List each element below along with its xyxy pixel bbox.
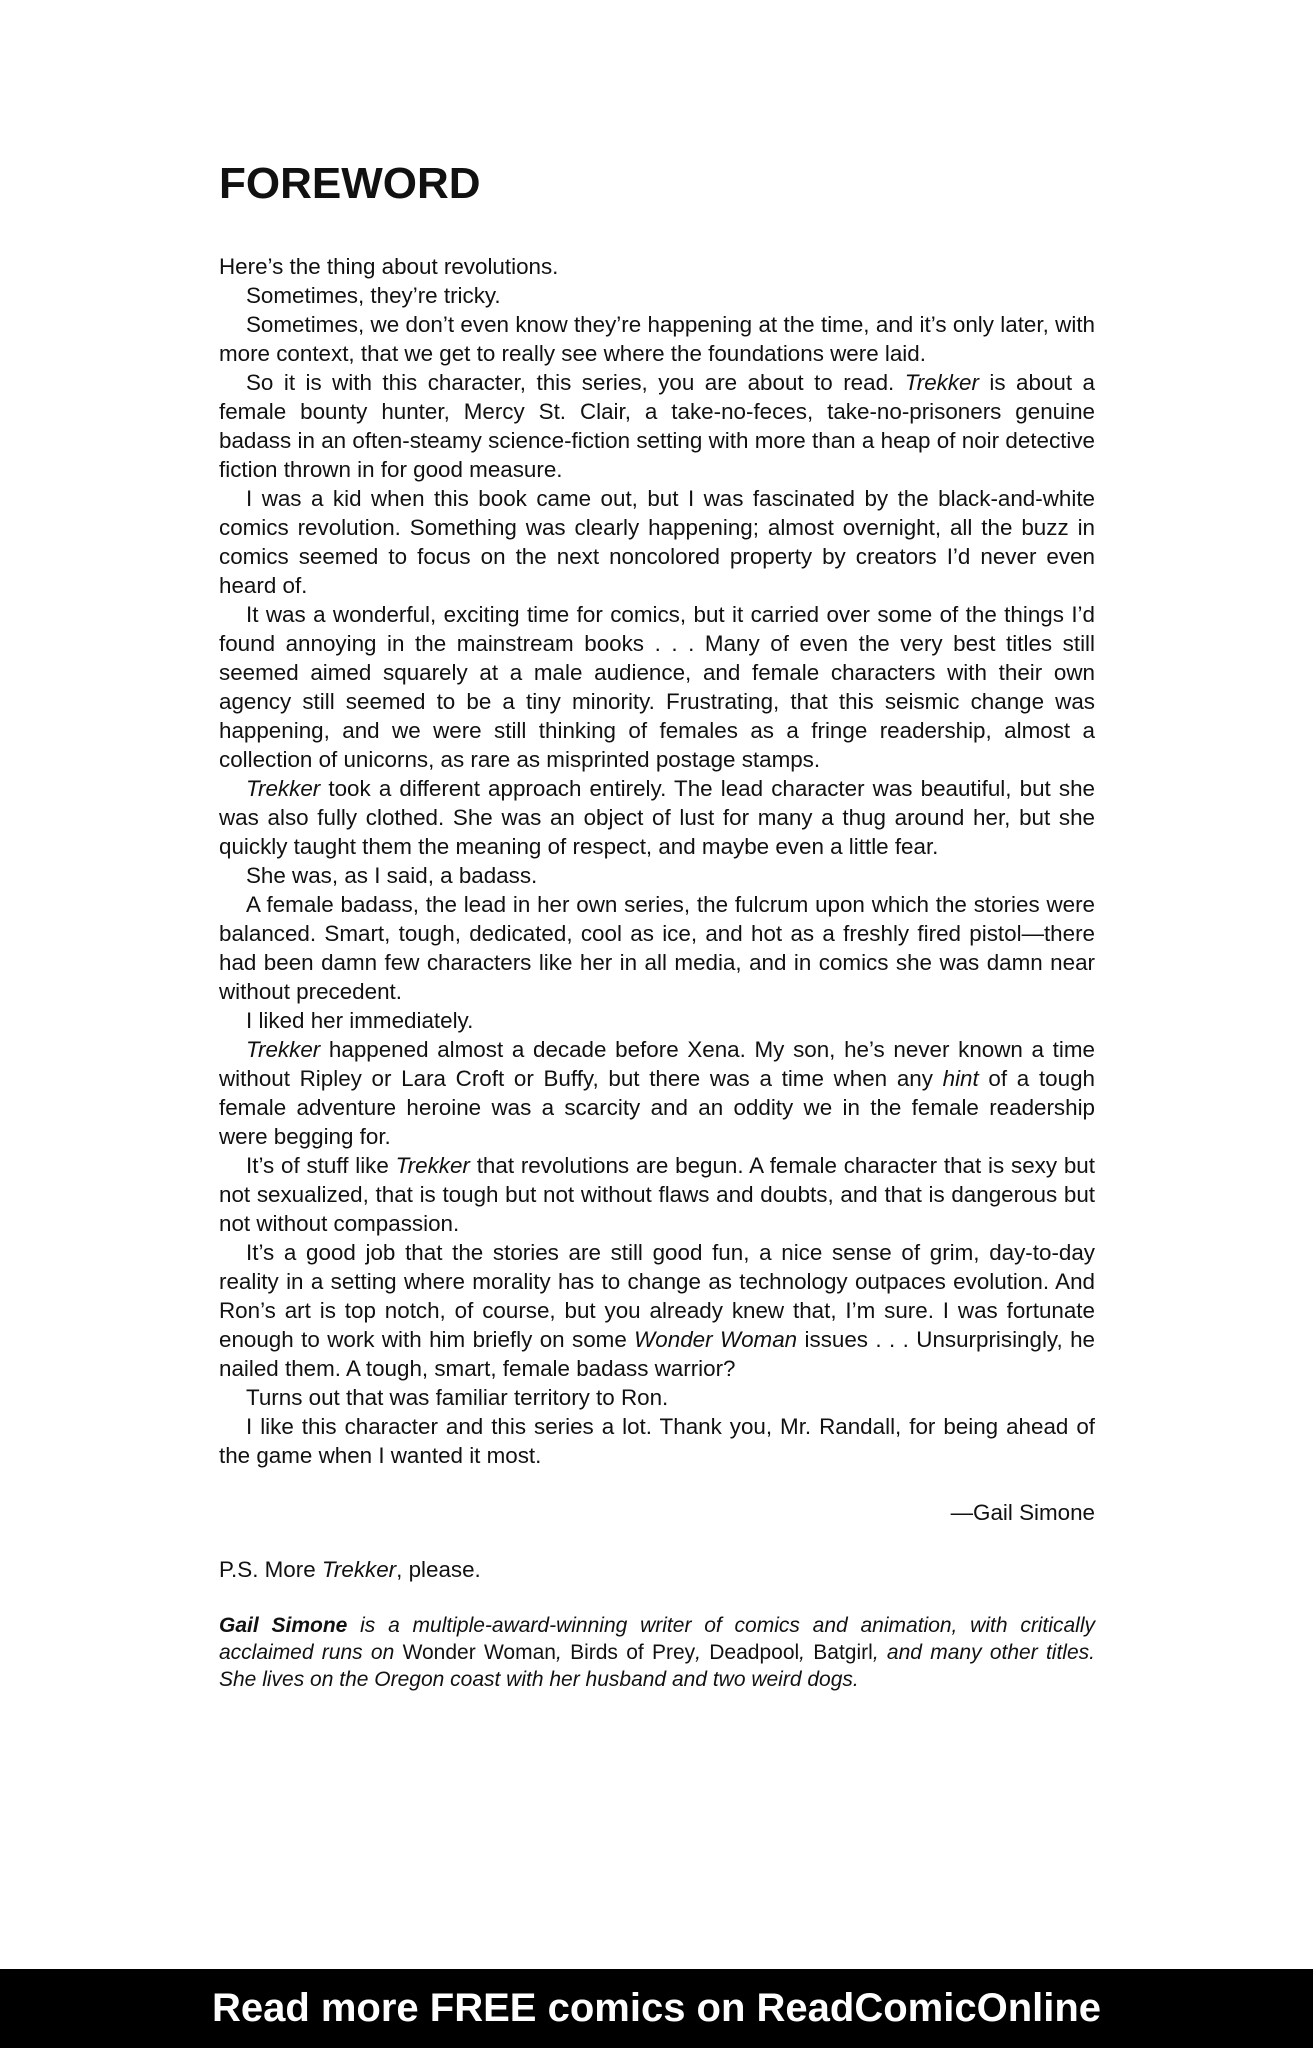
bio-sep-1: , xyxy=(555,1641,571,1664)
italic-run: Trekker xyxy=(246,776,321,801)
bio-sep-3: , xyxy=(799,1641,814,1664)
text-run: It was a wonderful, exciting time for comics, but it carried over some of the things I’d found annoying in the mainstream books . . . Many of even the very best titles still seemed aimed squarely at a male audience, and female characters with their own agency still seemed to be a tiny minority. Frustrating, that this seismic change was happening, and we were still thinking of females as a fringe readership, almost a collection of unicorns, as rare as misprinted postage stamps. xyxy=(219,602,1095,772)
italic-run: Wonder Woman xyxy=(634,1327,798,1352)
bio-work-2: Birds of Prey xyxy=(570,1641,696,1664)
bio-text-2: , and many other titles. She lives on the Oregon coast with her husband and two weird dogs. xyxy=(219,1641,1095,1691)
text-run: She was, as I said, a badass. xyxy=(246,863,538,888)
promo-banner[interactable]: Read more FREE comics on ReadComicOnline xyxy=(0,1969,1313,2048)
paragraph xyxy=(219,861,1095,890)
text-run: I liked her immediately. xyxy=(246,1008,474,1033)
paragraph xyxy=(219,1238,1095,1383)
paragraph xyxy=(219,774,1095,861)
postscript xyxy=(219,1555,1095,1584)
postscript-title: Trekker xyxy=(321,1557,397,1582)
paragraph xyxy=(219,252,1095,281)
postscript-suffix: , please. xyxy=(396,1557,481,1582)
text-run: A female badass, the lead in her own series, the fulcrum upon which the stories were balanced. Smart, tough, dedicated, cool as ice, and hot as a freshly fired pistol—there had been damn few characters like her in all media, and in comics she was damn near without precedent. xyxy=(219,892,1095,1004)
italic-run: Trekker xyxy=(395,1153,470,1178)
paragraph xyxy=(219,600,1095,774)
paragraph xyxy=(219,890,1095,1006)
bio-work-4: Batgirl xyxy=(813,1641,873,1664)
foreword-body xyxy=(219,252,1095,1470)
foreword-page xyxy=(219,156,1095,1693)
text-run: Turns out that was familiar territory to Ron. xyxy=(246,1385,669,1410)
paragraph xyxy=(219,310,1095,368)
postscript-prefix: P.S. More xyxy=(219,1557,322,1582)
italic-run: hint xyxy=(942,1066,979,1091)
author-bio xyxy=(219,1612,1095,1693)
paragraph xyxy=(219,1151,1095,1238)
page-title: FOREWORD xyxy=(219,159,481,208)
text-run: It’s a good job that the stories are still good fun, a nice sense of grim, day-to-day reality in a setting where morality has to change as technology outpaces evolution. And Ron’s art is top notch, of course, but you already knew that, I’m sure. I was fortunate enough to work with him briefly on some xyxy=(219,1240,1095,1352)
text-run: I was a kid when this book came out, but I was fascinated by the black-and-white comics revolution. Something was clearly happening; almost overnight, all the buzz in comics seemed to focus on the next noncolored property by creators I’d never even heard of. xyxy=(219,486,1095,598)
text-run: So it is with this character, this series, you are about to read. xyxy=(246,370,905,395)
italic-run: Trekker xyxy=(246,1037,321,1062)
text-run: It’s of stuff like xyxy=(246,1153,396,1178)
paragraph xyxy=(219,1035,1095,1151)
text-run: is about a female bounty hunter, Mercy St. Clair, a take-no-feces, take-no-prisoners genuine badass in an often-steamy science-fiction setting with more than a heap of noir detective fiction thrown in for good measure. xyxy=(219,370,1095,482)
bio-text-1: is a multiple-award-winning writer of comics and animation, with critically acclaimed runs on xyxy=(219,1614,1095,1664)
italic-run: Trekker xyxy=(904,370,979,395)
bio-work-3: Deadpool xyxy=(709,1641,800,1664)
paragraph xyxy=(219,1412,1095,1470)
text-run: I like this character and this series a lot. Thank you, Mr. Randall, for being ahead of the game when I wanted it most. xyxy=(219,1414,1095,1468)
text-run: Sometimes, they’re tricky. xyxy=(246,283,501,308)
text-run: that revolutions are begun. A female character that is sexy but not sexualized, that is tough but not without flaws and doubts, and that is dangerous but not without compassion. xyxy=(219,1153,1095,1236)
bio-sep-2: , xyxy=(695,1641,710,1664)
text-run: happened almost a decade before Xena. My son, he’s never known a time without Ripley or Lara Croft or Buffy, but there was a time when any xyxy=(219,1037,1095,1091)
paragraph xyxy=(219,1006,1095,1035)
text-run: took a different approach entirely. The lead character was beautiful, but she was also fully clothed. She was an object of lust for many a thug around her, but she quickly taught them the meaning of respect, and maybe even a little fear. xyxy=(219,776,1095,859)
text-run: Sometimes, we don’t even know they’re happening at the time, and it’s only later, with more context, that we get to really see where the foundations were laid. xyxy=(219,312,1095,366)
text-run: Here’s the thing about revolutions. xyxy=(219,254,559,279)
bio-author-name: Gail Simone xyxy=(219,1614,348,1637)
paragraph xyxy=(219,484,1095,600)
paragraph xyxy=(219,368,1095,484)
author-signature: —Gail Simone xyxy=(950,1500,1095,1525)
bio-work-1: Wonder Woman xyxy=(402,1641,556,1664)
paragraph xyxy=(219,281,1095,310)
text-run: issues . . . Unsurprisingly, he nailed them. A tough, smart, female badass warrior? xyxy=(219,1327,1095,1381)
paragraph xyxy=(219,1383,1095,1412)
text-run: of a tough female adventure heroine was a scarcity and an oddity we in the female readership were begging for. xyxy=(219,1066,1095,1149)
